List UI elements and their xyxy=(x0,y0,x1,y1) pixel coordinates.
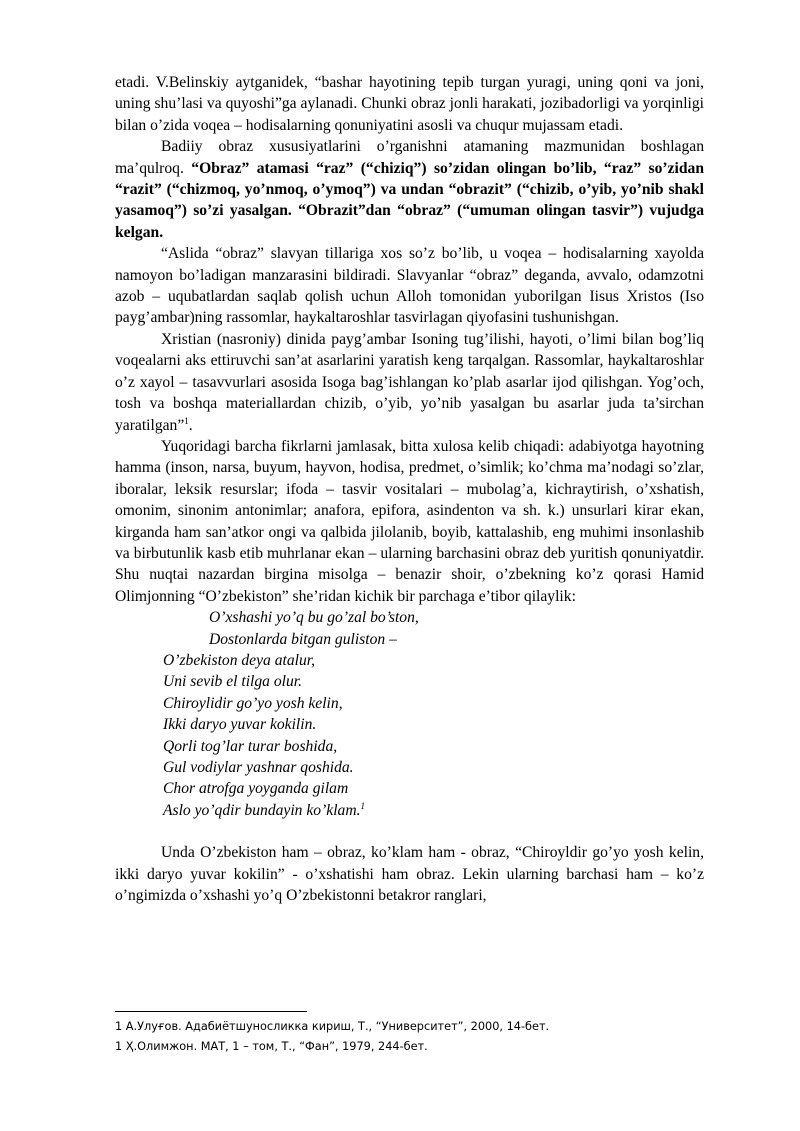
paragraph-1: etadi. V.Belinskiy aytganidek, “bashar hayotining tepib turgan yuragi, uning qoni va joni, uning shu’lasi va quyoshi”ga aylanadi. Chunki obraz jonli harakati, jozibadorligi va yorqinligi bilan o’zida voqea – hodisalarning qonuniyatini asosli va chuqur mujassam etadi. xyxy=(115,74,704,134)
poem-line: Chiroylidir go’yo yosh kelin, xyxy=(163,694,343,712)
body-text xyxy=(115,72,704,906)
poem-line: O’xshashi yo’q bu go’zal bo’ston, xyxy=(209,609,419,627)
paragraph-5: Yuqoridagi barcha fikrlarni jamlasak, bitta xulosa kelib chiqadi: adabiyotga hayotning hamma (inson, narsa, buyum, hayvon, hodisa, predmet, o’simlik; ko’chma ma’nodagi so’zlar, iboralar, leksik resurslar; ifoda – tasvir vositalari – mubolag’a, kichraytirish, o’xshatish, omonim, sinonim antonimlar; anafora, epifora, asindenton va sh. k.) unsurlari kirar ekan, kirganda ham san’atkor ongi va qalbida jilolanib, boyib, kattalashib, eng muhimi insonlashib va birbutunlik kasb etib muhrlanar ekan – ularning barchasini obraz deb yuritish qonuniyatdir. Shu nuqtai nazardan birgina misolga – benazir shoir, o’zbekning ko’z qorasi Hamid Olimjonning “O’zbekiston” she’ridan kichik bir parchaga e’tibor qilaylik: xyxy=(115,437,704,605)
footnote-1 xyxy=(115,1017,704,1037)
poem-line: Qorli tog’lar turar boshida, xyxy=(163,737,338,755)
footnote-separator xyxy=(115,1011,307,1012)
poem-excerpt xyxy=(115,607,704,821)
footnote-ref-2[interactable]: 1 xyxy=(360,800,365,811)
footnotes xyxy=(115,1017,704,1057)
footnote-mark: 1 xyxy=(115,1020,123,1033)
footnote-ref-1[interactable]: 1 xyxy=(184,415,189,426)
paragraph-4 xyxy=(115,329,704,436)
footnote-mark: 1 xyxy=(115,1040,123,1053)
poem-line: Chor atrofga yoyganda gilam xyxy=(163,780,349,798)
footnote-text: Ҳ.Олимжон. МАТ, 1 – том, Т., “Фан”, 1979, 244-бет. xyxy=(125,1040,428,1053)
paragraph-3: “Aslida “obraz” slavyan tillariga xos so’z bo’lib, u voqea – hodisalarning xayolda namoyon bo’ladigan manzarasini bildiradi. Slavyanlar “obraz” deganda, avvalo, odamzotni azob – uqubatlardan saqlab qolish uchun Alloh tomonidan yuborilgan Iisus Xristos (Iso payg’ambar)ning rassomlar, haykaltaroshlar tasvirlagan qiyofasini tushunishgan. xyxy=(115,245,704,327)
poem-line-last xyxy=(115,800,704,821)
paragraph-6: Unda O’zbekiston ham – obraz, ko’klam ham - obraz, “Chiroyldir go’yo yosh kelin, ikki daryo yuvar kokilin” - o’xshatishi ham obraz. Lekin ularning barchasi ham – ko’z o’ngimizda o’xshashi yo’q O’zbekistonni betakror ranglari, xyxy=(115,844,704,905)
spacer xyxy=(115,821,704,842)
paragraph-2-definition: “Obraz” atamasi “raz” (“chiziq”) so’zidan olingan bo’lib, “raz” so’zidan “razit” (“chizmoq, yo’nmoq, o’ymoq”) va undan “obrazit” (“chizib, o’yib, yo’nib shakl yasamoq”) so’zi yasalgan. “Obrazit”dan “obraz” (“umuman olingan tasvir”) vujudga kelgan. xyxy=(115,159,704,241)
poem-line: Dostonlarda bitgan guliston – xyxy=(209,630,397,648)
poem-line: Gul vodiylar yashnar qoshida. xyxy=(163,759,354,776)
footnote-text: А.Улуғов. Адабиётшуносликка кириш, Т., “Университет”, 2000, 14-бет. xyxy=(125,1020,550,1033)
poem-line-text: Aslo yo’qdir bundayin ko’klam. xyxy=(163,801,361,819)
footnote-2 xyxy=(115,1037,704,1057)
poem-line: Ikki daryo yuvar kokilin. xyxy=(163,716,317,734)
paragraph-4-end: . xyxy=(188,416,193,434)
paragraph-2 xyxy=(115,136,704,243)
paragraph-4-text: Xristian (nasroniy) dinida payg’ambar Isoning tug’ilishi, hayoti, o’limi bilan bog’liq voqealarni aks ettiruvchi san’at asarlarini yaratish keng tarqalgan. Rassomlar, haykaltaroshlar o’z xayol – tasavvurlari asosida Isoga bag’ishlangan ko’plab asarlar ijod qilishgan. Yog’och, tosh va boshqa materiallardan chizib, o’yib, yo’nib yasalgan bu asarlar juda ta’sirchan yaratilgan” xyxy=(115,330,704,434)
poem-line: O’zbekiston deya atalur, xyxy=(163,651,316,669)
paragraph-2-intro: Badiiy obraz xususiyatlarini o’rganishni atamaning mazmunidan boshlagan ma’qulroq. xyxy=(115,138,704,177)
poem-line: Uni sevib el tilga olur. xyxy=(163,673,303,691)
